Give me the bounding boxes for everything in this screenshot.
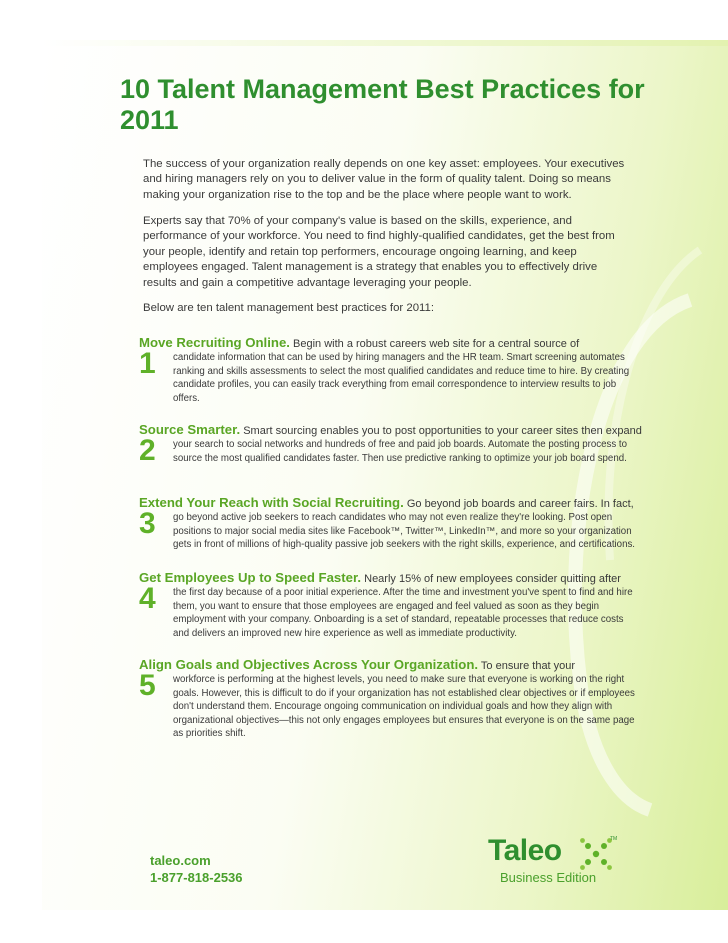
- practice-number: 5: [139, 669, 156, 702]
- practice-number: 3: [139, 507, 156, 540]
- best-practice-item: [139, 496, 635, 552]
- practice-heading: Extend Your Reach with Social Recruiting.: [139, 495, 404, 510]
- practice-lead: To ensure that your: [478, 660, 576, 672]
- practice-lead: Go beyond job boards and career fairs. In fact,: [403, 498, 634, 510]
- best-practice-item: [139, 658, 635, 741]
- practice-number: 4: [139, 582, 156, 615]
- intro-paragraph: The success of your organization really depends on one key asset: employees. Your executives and hiring managers rely on you to deliver value in the form of quality talent. Doing so means making your organization rise to the top and be the place where people want to work.: [143, 158, 625, 201]
- practice-lead: Begin with a robust careers web site for a central source of: [289, 338, 580, 350]
- practice-heading: Get Employees Up to Speed Faster.: [139, 570, 362, 585]
- practice-body: go beyond active job seekers to reach candidates who may not even realize they're looking. Post open positions to major social media sites like Facebook™, Twitter™, LinkedIn™, and more so your organization gets in front of millions of high-quality passive job seekers with the right skills, experience, and certifications.: [173, 512, 635, 551]
- practice-number: 2: [139, 434, 156, 467]
- practice-heading: Move Recruiting Online.: [139, 335, 290, 350]
- website-link[interactable]: taleo.com: [150, 853, 211, 868]
- logo-wordmark: Taleo: [488, 834, 562, 867]
- practice-lead: Nearly 15% of new employees consider quitting after: [361, 573, 621, 585]
- taleo-logo: [488, 834, 618, 894]
- practice-number: 1: [139, 347, 156, 380]
- best-practice-item: [139, 571, 635, 640]
- practice-body: the first day because of a poor initial experience. After the time and investment you've spent to find and hire them, you want to ensure that those employees are engaged and feel valued as soon as they begin employment with your company. Onboarding is a set of standard, repeatable processes that reduce costs and delivers an improved new hire experience as well as immediate productivity.: [173, 587, 633, 639]
- phone-number: 1-877-818-2536: [150, 870, 243, 885]
- best-practice-item: [139, 422, 642, 467]
- practice-heading: Source Smarter.: [139, 422, 241, 437]
- logo-edition: Business Edition: [500, 870, 597, 885]
- contact-footer: [150, 852, 243, 886]
- practice-body: workforce is performing at the highest levels, you need to make sure that everyone is working on the right goals. However, this is difficult to do if your organization has not established clear objectives or if employees don't understand them. Encourage ongoing communication on individual goals and how they align with organizational objectives—this not only engages employees but ensures that everyone is on the same page as priorities shift.: [173, 674, 635, 740]
- intro-paragraph: Below are ten talent management best practices for 2011:: [143, 302, 435, 314]
- practice-heading: Align Goals and Objectives Across Your Organization.: [139, 657, 479, 672]
- intro-paragraph: Experts say that 70% of your company's value is based on the skills, experience, and performance of your workforce. You need to find highly-qualified candidates, get the best from your people, identify and retain top performers, encourage ongoing learning, and keep employees engaged. Talent management is a strategy that enables you to effectively drive results and gain a competitive advantage leveraging your people.: [143, 215, 615, 289]
- practice-body: your search to social networks and hundreds of free and paid job boards. Automate the posting process to source the most qualified candidates faster. Then use predictive ranking to optimize your job board spend.: [173, 439, 627, 464]
- logo-trademark: TM: [610, 836, 618, 842]
- practice-body: candidate information that can be used by hiring managers and the HR team. Smart screening automates ranking and skills assessments to select the most qualified candidates and reduce time to hire. By creating candidate profiles, you can easily track everything from email correspondence to interview results to job offers.: [173, 352, 630, 404]
- practice-lead: Smart sourcing enables you to post opportunities to your career sites then expand: [240, 425, 642, 437]
- page-title: 10 Talent Management Best Practices for 2011: [120, 74, 645, 135]
- best-practice-item: [139, 336, 635, 405]
- taleo-x-icon: [579, 837, 613, 871]
